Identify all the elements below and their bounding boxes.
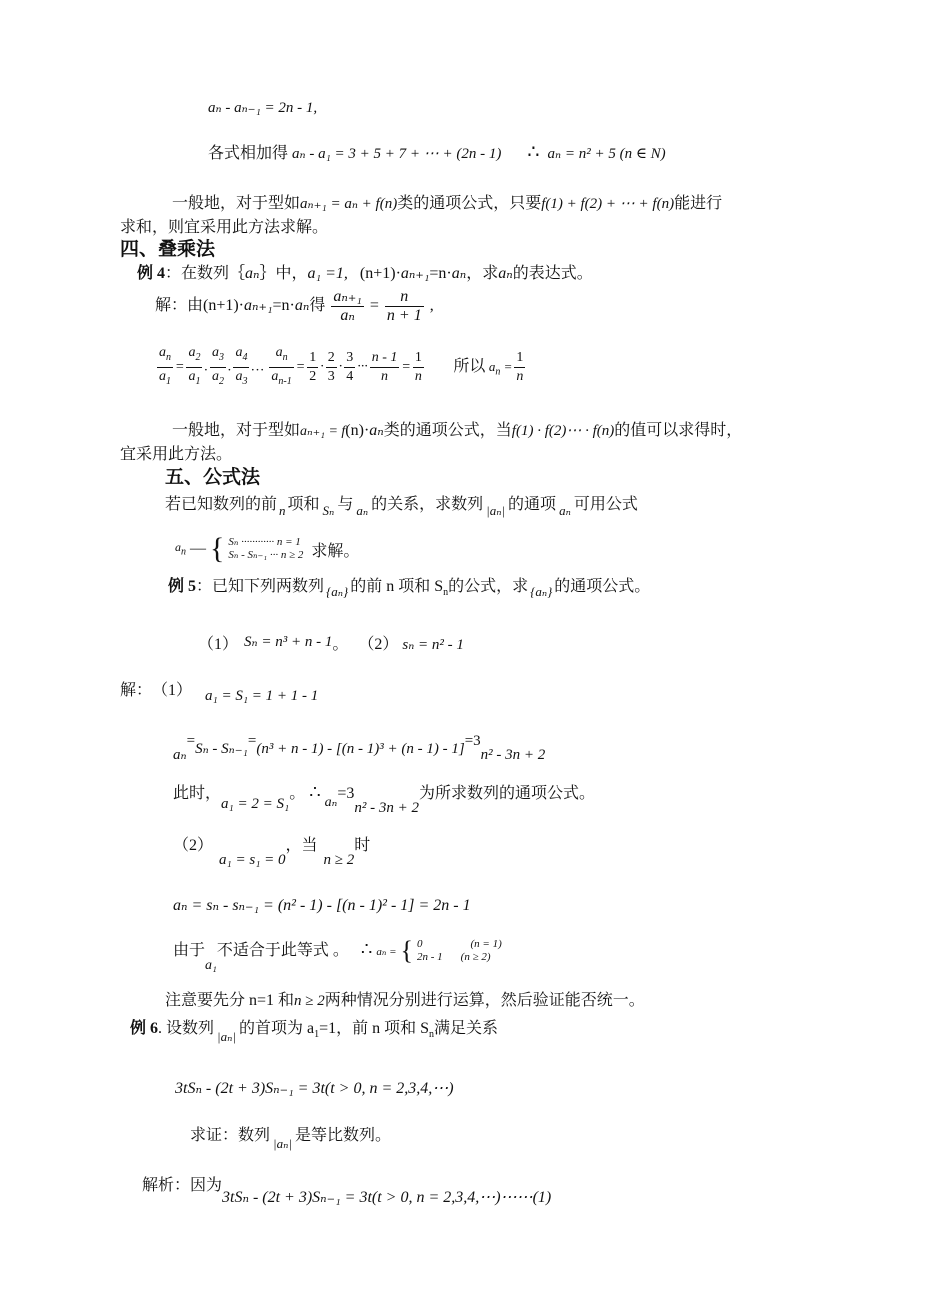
sol5-then: 此时， bbox=[173, 785, 222, 802]
general2-product: f(1) · f(2)⋯ · f(n) bbox=[511, 423, 615, 439]
general-statement-1-cont: 求和，则宜采用此方法求解。 bbox=[120, 219, 329, 236]
example-5 bbox=[168, 573, 650, 600]
sol4-an: aₙ bbox=[294, 297, 310, 315]
sol5-part2: （2） bbox=[173, 837, 214, 854]
sol5-case2-cond: (n ≥ 2) bbox=[460, 951, 491, 964]
sol5-eq3: a₁ = 2 = S₁ bbox=[221, 796, 290, 812]
formula-an-2: aₙ bbox=[559, 503, 571, 518]
sol5-eq2-expr: (n³ + n - 1) - [(n - 1)³ + (n - 1) - 1] bbox=[256, 741, 465, 757]
sum-equation: aₙ - a₁ = 3 + 5 + 7 + ⋯ + (2n - 1) bbox=[292, 146, 502, 162]
general2-formula: aₙ₊₁ = f bbox=[300, 424, 346, 439]
general1-text-a: 一般地，对于型如 bbox=[172, 195, 301, 212]
ex5-part1-eq: Sₙ = n³ + n - 1 bbox=[244, 634, 333, 650]
ex6-sub-n: n bbox=[429, 1029, 434, 1041]
therefore-symbol-3: ∴ bbox=[360, 939, 373, 959]
prod-frac-1-2: $\frac{1}{2}$ bbox=[309, 349, 317, 384]
example-5-parts bbox=[198, 631, 464, 654]
ex6-analysis-label: 解析：因为 bbox=[142, 1177, 223, 1194]
sol5-a1: a₁ bbox=[205, 958, 217, 973]
ex5-part2-label: （2） bbox=[358, 636, 399, 653]
ex6-text-d: 满足关系 bbox=[434, 1020, 499, 1037]
equation-line-1: aₙ - aₙ₋₁ = 2n - 1, bbox=[208, 100, 318, 116]
sol5-time: 时 bbox=[354, 837, 371, 854]
formula-text-d: 的关系，求数列 bbox=[371, 496, 484, 513]
general2-text-d: 的值可以求得时， bbox=[614, 422, 743, 439]
sol5-case2: 2n - 1 bbox=[416, 951, 443, 964]
solution-4-line-1: 解：由(n+1)·aₙ₊₁=n·aₙ得 $\frac{\text{aₙ₊₁}}{\text{aₙ}}$ = $\frac{n}{n + 1}$ , bbox=[155, 288, 434, 324]
prod-frac-2-3: $\frac{2}{3}$ bbox=[327, 349, 335, 384]
prod-frac-a3-a2: $\frac{a_3}{a_2}$ bbox=[211, 345, 224, 387]
sol5-eq6: aₙ = sₙ - sₙ₋₁ = (n² - 1) - [(n - 1)² - 1] = 2n - 1 bbox=[173, 897, 471, 914]
ex4-an-2: aₙ bbox=[498, 265, 513, 282]
sol5-when: ，当 bbox=[285, 837, 318, 854]
sum-result: aₙ = n² + 5 (n ∈ N) bbox=[547, 146, 666, 162]
prod-frac-n1-n: $\frac{n - 1}{n}$ bbox=[371, 349, 398, 384]
ex4-text-b: ｝中， bbox=[259, 265, 308, 282]
ex6-analysis-eq: 3tSₙ - (2t + 3)Sₙ₋₁ = 3t(t > 0, n = 2,3,4,⋯)⋯⋯(1) bbox=[222, 1189, 552, 1206]
ex6-analysis-line bbox=[142, 1172, 551, 1207]
sol4-frac2-num: n bbox=[385, 288, 424, 307]
formula-n: n bbox=[279, 503, 286, 518]
sol5-eq5: a₁ = s₁ = 0 bbox=[219, 852, 286, 868]
ex4-cond1: a₁ =1, bbox=[307, 265, 348, 282]
example-4 bbox=[137, 260, 593, 283]
sum-intro bbox=[208, 140, 666, 164]
ex5-part2-eq: sₙ = n² - 1 bbox=[402, 637, 464, 653]
sol5-cases bbox=[417, 938, 502, 964]
note-cond: n ≥ 2 bbox=[294, 993, 325, 1009]
sum-prefix: 各式相加得 bbox=[208, 145, 289, 162]
sol5-eq4-an: aₙ bbox=[324, 795, 338, 810]
prod-frac-a4-a3: $\frac{a_4}{a_3}$ bbox=[235, 345, 248, 387]
section-heading-5: 五、公式法 bbox=[165, 466, 261, 488]
ex6-prove-line bbox=[190, 1122, 391, 1152]
sol4-frac2-den: n + 1 bbox=[386, 307, 422, 324]
ex5-text-b: 的前 n 项和 S bbox=[350, 578, 444, 595]
ex4-cond2: (n+1)· bbox=[359, 265, 401, 282]
note-text-a: 注意要先分 n=1 和 bbox=[165, 992, 295, 1009]
example-4-label: 例 4 bbox=[137, 265, 166, 282]
general2-text-b: (n)· bbox=[345, 422, 370, 439]
prod-frac-a2-a1: $\frac{a_2}{a_1}$ bbox=[188, 345, 201, 387]
sol5-eq4-eq: =3 bbox=[337, 785, 355, 802]
general1-text-c: 能进行 bbox=[674, 195, 723, 212]
prod-result-num: 1 bbox=[514, 349, 525, 368]
prod-frac-an-an1: $\frac{a_n}{a_{n-1}}$ bbox=[271, 345, 292, 387]
formula-solve-text: 求解。 bbox=[311, 542, 360, 560]
ex4-cond2c: =n· bbox=[429, 265, 452, 282]
left-brace-icon-2: { bbox=[400, 936, 413, 966]
sol5-by: 由于 bbox=[173, 942, 206, 959]
formula-text-f: 可用公式 bbox=[573, 496, 638, 513]
general2-text-c: 类的通项公式，当 bbox=[383, 422, 512, 439]
note-text-c: 两种情况分别进行运算，然后验证能否统一。 bbox=[324, 992, 645, 1009]
sol4-an1: aₙ₊₁ bbox=[244, 297, 273, 315]
sol5-eq1: a₁ = S₁ = 1 + 1 - 1 bbox=[205, 688, 319, 704]
sol4-text-b: =n· bbox=[272, 297, 295, 315]
ex4-text-d: 的表达式。 bbox=[512, 265, 593, 282]
ex6-seq: |aₙ| bbox=[217, 1029, 236, 1044]
ex6-prove-b: 是等比数列。 bbox=[294, 1127, 391, 1144]
sol5-cases-left: aₙ = bbox=[376, 946, 397, 958]
ex5-part1-end: 。 bbox=[332, 636, 349, 653]
prod-result-frac bbox=[514, 349, 525, 386]
sol5-eq4-text: 为所求数列的通项公式。 bbox=[419, 785, 596, 802]
prod-result-den: n bbox=[516, 368, 524, 384]
case-bottom: Sₙ - Sₙ₋₁ ··· n ≥ 2 bbox=[228, 549, 304, 561]
ex6-text-b: 的首项为 a bbox=[238, 1020, 315, 1037]
formula-text-c: 与 bbox=[337, 496, 354, 513]
ex6-prove-a: 求证：数列 bbox=[190, 1127, 271, 1144]
sol5-part1: （1） bbox=[160, 682, 193, 699]
prod-therefore-text: 所以 bbox=[453, 357, 486, 375]
piecewise-formula: $a_n$ — { Sₙ ············ n = 1 Sₙ - Sₙ₋₁ ··· n ≥ 2 求解。 bbox=[175, 532, 360, 565]
formula-seq: |aₙ| bbox=[486, 503, 506, 518]
ex6-prove-seq: |aₙ| bbox=[273, 1136, 292, 1151]
sol5-eq2-eq2: = bbox=[247, 733, 257, 749]
sol4-frac1-num: aₙ₊₁ bbox=[333, 288, 362, 305]
ex5-sub-n: n bbox=[443, 587, 449, 599]
left-brace-icon: { bbox=[210, 532, 225, 565]
section-heading-4: 四、叠乘法 bbox=[120, 238, 216, 260]
sol5-eq2-diff: Sₙ - Sₙ₋₁ bbox=[195, 741, 248, 757]
sol5-part2-line bbox=[173, 832, 370, 869]
general1-formula: aₙ₊₁ = aₙ + f(n) bbox=[300, 196, 398, 212]
ex6-text-c: =1，前 n 项和 S bbox=[319, 1020, 429, 1037]
sol4-text-a: 解：由(n+1)· bbox=[155, 297, 245, 315]
sol5-case1: 0 bbox=[416, 938, 423, 951]
ex4-cond2b: aₙ₊₁ bbox=[400, 265, 430, 282]
sol5-dot: 。 bbox=[289, 785, 306, 802]
ex6-text-a: . 设数列 bbox=[158, 1020, 215, 1037]
example-5-label: 例 5 bbox=[168, 578, 197, 595]
ex5-seq-2: {aₙ} bbox=[530, 584, 553, 599]
ex4-text-a: ：在数列｛ bbox=[165, 265, 246, 282]
sol5-eq2-eq3: =3 bbox=[464, 733, 481, 749]
general2-an: aₙ bbox=[369, 422, 384, 439]
example-6 bbox=[130, 1015, 498, 1045]
piecewise-cases bbox=[228, 536, 303, 562]
sol5-eq4-result: n² - 3n + 2 bbox=[354, 800, 420, 816]
sol4-text-c: 得 bbox=[309, 297, 326, 315]
ex5-text-a: ：已知下列两数列 bbox=[196, 578, 325, 595]
sol4-frac1-den: aₙ bbox=[340, 307, 355, 324]
sol5-conclusion-line bbox=[173, 937, 502, 974]
ex4-an: aₙ bbox=[245, 265, 260, 282]
formula-text-a: 若已知数列的前 bbox=[165, 496, 278, 513]
sol5-eq2-line bbox=[173, 733, 545, 764]
general-statement-2-cont: 宜采用此方法。 bbox=[120, 446, 233, 463]
sol5-eq2-an: aₙ bbox=[173, 747, 187, 763]
formula-text-e: 的通项 bbox=[508, 496, 557, 513]
ex5-seq-1: {aₙ} bbox=[326, 584, 349, 599]
formula-method-statement bbox=[165, 491, 638, 519]
prod-frac-1-n: $\frac{1}{n}$ bbox=[414, 349, 422, 384]
general1-text-b: 类的通项公式，只要 bbox=[397, 195, 542, 212]
formula-text-b: 项和 bbox=[287, 496, 320, 513]
formula-sn: Sₙ bbox=[322, 503, 335, 518]
product-chain: $\frac{a_n}{a_1}$ = $\frac{a_2}{a_1}$ . $\frac{a_3}{a_2}$ . $\frac{a_4}{a_3}$ … $\frac{a_n}{a_{n-1}}$ = $\frac{1}{2}$ · $\frac{2}{3}$ · $\frac{3}{4}$ ··· $\frac{n - 1}{n}$ = $\frac{1}{n}$ 所以 $a_n$ = $\frac{1}{n}$ bbox=[155, 344, 527, 391]
sol4-fraction-1 bbox=[331, 288, 364, 325]
example-6-label: 例 6 bbox=[130, 1020, 159, 1037]
prod-frac-an-a1: $\frac{a_n}{a_1}$ bbox=[159, 345, 171, 387]
ex5-part1-label: （1） bbox=[198, 636, 239, 653]
ex4-cond2d: aₙ bbox=[451, 265, 467, 282]
ex5-text-c: 的公式，求 bbox=[448, 578, 529, 595]
sol5-case1-cond: (n = 1) bbox=[470, 938, 502, 951]
ex6-sub-1: 1 bbox=[314, 1029, 320, 1041]
general2-text-a: 一般地，对于型如 bbox=[172, 422, 301, 439]
formula-an: aₙ bbox=[356, 503, 369, 518]
sol5-eq2-result: n² - 3n + 2 bbox=[480, 747, 546, 763]
solution-5-label bbox=[120, 677, 192, 700]
note-line bbox=[165, 987, 645, 1010]
sol5-cond: n ≥ 2 bbox=[323, 852, 355, 868]
therefore-symbol-2: ∴ bbox=[309, 782, 321, 802]
sol5-then-line bbox=[173, 780, 595, 817]
ex4-text-c: ，求 bbox=[466, 265, 499, 282]
case-top: Sₙ ············ n = 1 bbox=[228, 536, 301, 548]
general1-sum: f(1) + f(2) + ⋯ + f(n) bbox=[541, 196, 675, 212]
general-statement-2 bbox=[172, 417, 742, 440]
ex5-text-d: 的通项公式。 bbox=[554, 578, 651, 595]
ex6-relation: 3tSₙ - (2t + 3)Sₙ₋₁ = 3t(t > 0, n = 2,3,4,⋯) bbox=[175, 1080, 454, 1097]
general-statement-1 bbox=[172, 190, 722, 213]
sol5-eq2-eq1: = bbox=[186, 733, 196, 749]
therefore-symbol: ∴ bbox=[527, 142, 540, 163]
sol5-notfit: 不适合于此等式 。 bbox=[216, 942, 349, 959]
prod-frac-3-4: $\frac{3}{4}$ bbox=[346, 349, 354, 384]
sol4-fraction-2 bbox=[385, 288, 424, 325]
sol5-label: 解： bbox=[120, 682, 153, 699]
